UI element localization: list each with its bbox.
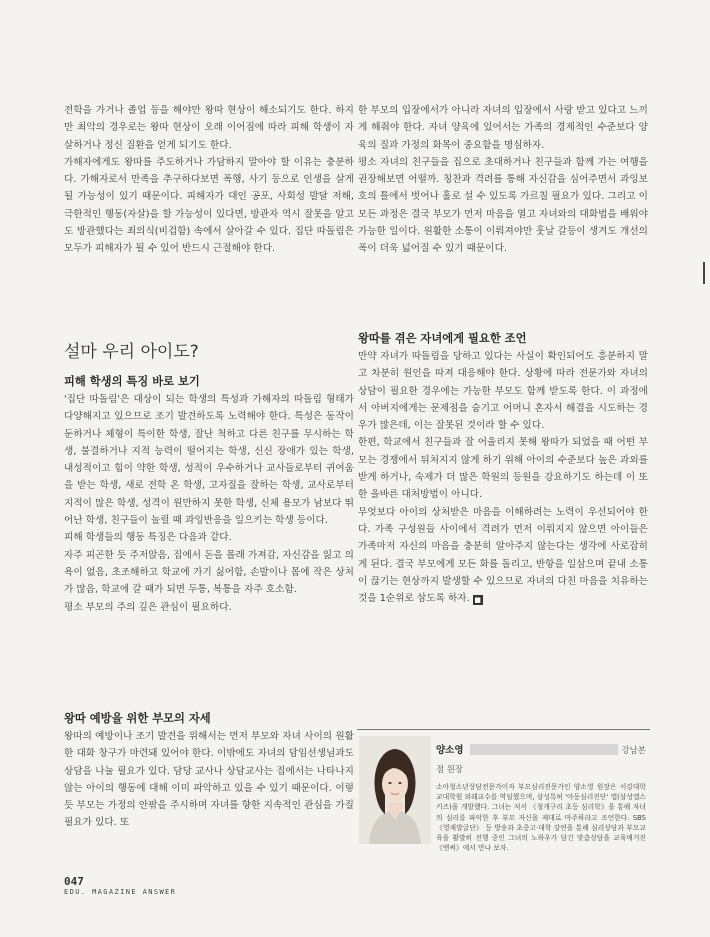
author-portrait-image (359, 736, 431, 844)
author-name: 양소영 (436, 745, 464, 756)
redaction-bar (470, 744, 618, 755)
page-number: 047 (64, 875, 84, 888)
prevention-section (64, 710, 354, 832)
advice-paragraph-2: 한편, 학교에서 친구들과 잘 어울리지 못해 왕따가 되었을 때 어떤 부모는 경쟁에서 뒤처지지 않게 하기 위해 아이의 수준보다 높은 과외를 받게 하거나, 숙제가 더 많은 학원의 등원을 강요하기도 하는데 이 또한 올바른 대처방법이 아니다. (358, 437, 648, 501)
right-intro-paragraph-2: 평소 자녀의 친구들을 집으로 초대하거나 친구들과 함께 가는 여행을 권장해보면 어떨까. 칭찬과 격려를 통해 자신감을 심어주면서 과잉보호의 틀에서 벗어나 홀로 설 수 있도록 가르칠 필요가 있다. 그리고 이 모든 과정은 결국 부모가 먼저 마음을 열고 자녀와의 대화법을 배워야 가능한 일이다. 원활한 소통이 이뤄져야만 훗날 갈등이 생겨도 개선의 폭이 더욱 넓어질 수 있기 때문이다. (358, 156, 648, 255)
section-title: 설마 우리 아이도? (64, 342, 199, 362)
profile-text (436, 738, 646, 853)
left-intro-paragraph-2: 가해자에게도 왕따를 주도하거나 가담하지 말아야 할 이유는 충분하다. 가해자로서 만족을 추구하다보면 폭행, 사기 등으로 인생을 살게 될 가능성이 있기 때문이다. 피해자가 대인 공포, 사회성 발달 저해, 극한적인 행동(자살)을 할 가능성이 있다면, 방관자 역시 잘못을 알고도 방관했다는 죄의식(비겁함) 속에서 살아갈 수 있다. 집단 따돌림은 모두가 피해자가 될 수 있어 반드시 근절해야 한다. (64, 156, 354, 255)
left-intro (64, 102, 354, 258)
author-profile (357, 729, 650, 853)
advice-paragraph-1: 만약 자녀가 따돌림을 당하고 있다는 사실이 확인되어도 흥분하지 말고 차분히 원인을 따져 대응해야 한다. 상황에 따라 전문가와 자녀의 상담이 필요한 경우에는 가능한 부모도 함께 받도록 한다. 이 과정에서 아버지에게는 문제점을 숨기고 어머니 혼자서 해결을 시도하는 경우가 많은데, 이는 잘못된 것이라 할 수 있다. (358, 351, 648, 432)
author-photo (359, 736, 431, 844)
features-paragraph-3: 자주 피곤한 듯 주저앉음, 집에서 돈을 몰래 가져감, 자신감을 잃고 의욕이 없음, 초조해하고 학교에 가기 싫어함, 손발이나 몸에 작은 상처가 많음, 학교에 갈 때가 되면 두통, 복통을 자주 호소함. (64, 549, 354, 596)
left-intro-paragraph-1: 전학을 가거나 졸업 등을 해야만 왕따 현상이 해소되기도 한다. 하지만 최악의 경우로는 왕따 현상이 오래 이어짐에 따라 피해 학생이 자살하거나 정신 질환을 얻게 되기도 한다. (64, 105, 354, 151)
prevention-heading: 왕따 예방을 위한 부모의 자세 (64, 712, 211, 725)
features-heading: 피해 학생의 특징 바로 보기 (64, 375, 200, 388)
features-paragraph-2: 피해 학생들의 행동 특징은 다음과 같다. (64, 532, 232, 544)
page-edge-mark (703, 262, 705, 284)
author-role: 강남본점 원장 (436, 745, 646, 774)
advice-section (358, 330, 648, 607)
right-intro-paragraph-1: 한 부모의 입장에서가 아니라 자녀의 입장에서 사랑 받고 있다고 느끼게 해줘야 한다. 자녀 양육에 있어서는 가족의 경제적인 수준보다 양육의 질과 가정의 화목이 중요함을 명심하자. (358, 105, 648, 151)
prevention-paragraph: 왕따의 예방이나 조기 발견을 위해서는 먼저 부모와 자녀 사이의 원활한 대화 창구가 마련돼 있어야 한다. 이밖에도 자녀의 담임선생님과도 상담을 나눌 필요가 있다. 담당 교사나 상담교사는 집에서는 나타나지 않는 아이의 행동에 대해 이미 파악하고 있을 수 있기 때문이다. 이렇듯 부모는 가정의 안팎을 주시하며 자녀를 향한 지속적인 관심을 가질 필요가 있다. 또 (64, 731, 354, 829)
author-bio: 소아청소년상담전문가이자 부모심리전문가인 양소영 원장은 서강대학교대학원 외래교수를 역임했으며, 삼성특허 '아동심리진단' 앱(삼성앱스 키즈)을 개발했다. 그녀는 저서 《청개구리 초등 심리학》을 통해 자녀의 심리를 파악한 후 부모 자신을 제대로 마주하라고 조언한다. SBS 《영재발굴단》 등 방송과 초중고·대학 강연을 통해 심리상담과 부모교육을 활발히 진행 중인 그녀의 노하우가 담긴 맞춤상담을 교육매거진 《앤써》에서 만나 보자. (436, 783, 646, 853)
advice-paragraph-3: 무엇보다 아이의 상처받은 마음을 이해하려는 노력이 우선되어야 한다. 가족 구성원들 사이에서 격려가 먼저 이뤄지지 않으면 아이들은 가족마저 자신의 마음을 충분히 알아주지 않는다는 생각에 사로잡히게 된다. 결국 부모에게 모든 화를 돌리고, 반항을 일삼으며 끝내 소통이 끊기는 현상까지 발생할 수 있으므로 자녀의 다친 마음을 치유하는 것을 1순위로 삼도록 하자. (358, 506, 648, 605)
advice-heading: 왕따를 겪은 자녀에게 필요한 조언 (358, 332, 527, 345)
features-section (64, 373, 354, 616)
end-mark-icon: ■ (474, 596, 482, 605)
features-paragraph-4: 평소 부모의 주의 깊은 관심이 필요하다. (64, 601, 232, 613)
magazine-name: EDU. MAGAZINE ANSWER (64, 888, 177, 896)
profile-header (436, 738, 646, 776)
features-paragraph-1: '집단 따돌림'은 대상이 되는 학생의 특성과 가해자의 따돌림 형태가 다양해지고 있으므로 조기 발견하도록 노력해야 한다. 특성은 동작이 둔하거나 체형이 특이한 학생, 잘난 척하고 다른 친구를 무시하는 학생, 불결하거나 지적 능력이 떨어지는 학생, 신신 장애가 있는 학생, 내성적이고 힘이 약한 학생, 성적이 우수하거나 교사들로부터 귀여움을 받는 학생, 새로 전학 온 학생, 고자질을 잘하는 학생, 교사로부터 지적이 많은 학생, 성격이 원만하지 못한 학생, 신체 용모가 남보다 뛰어난 학생, 친구들이 놀릴 때 과잉반응을 일으키는 학생 등이다. (64, 394, 354, 527)
right-intro (358, 102, 648, 258)
advice-paragraph-3-wrapper (358, 504, 648, 608)
